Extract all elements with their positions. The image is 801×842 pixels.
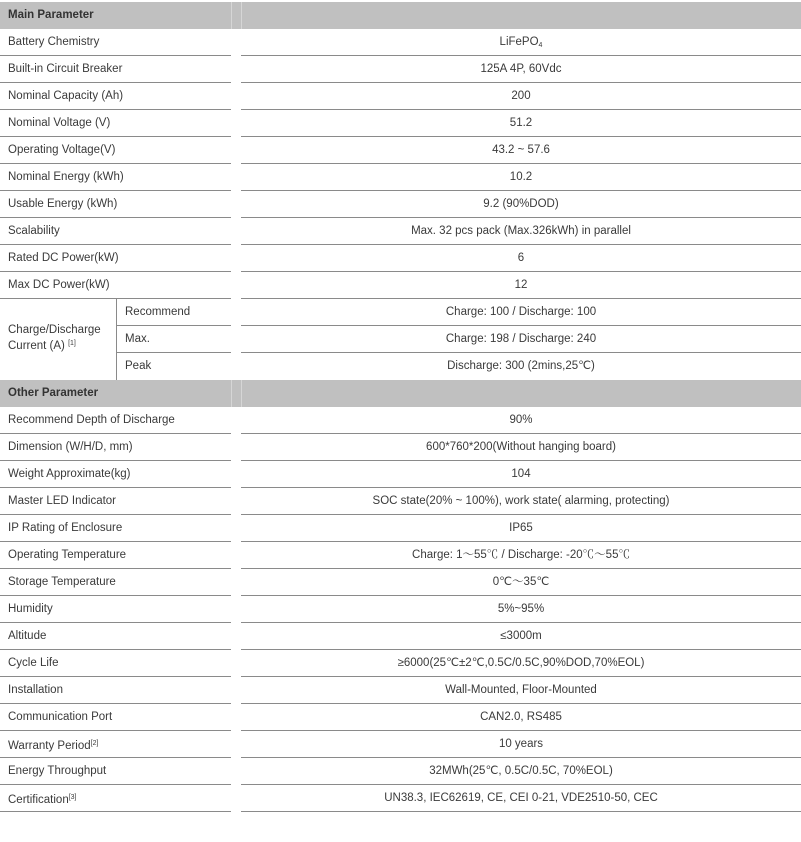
- row-label: IP Rating of Enclosure: [8, 522, 123, 534]
- section-title: Other Parameter: [8, 387, 99, 399]
- row-label: Nominal Energy (kWh): [8, 171, 124, 183]
- row-label: Operating Voltage(V): [8, 144, 116, 156]
- footnote-ref: [3]: [68, 794, 77, 801]
- section-header-other: [0, 380, 801, 407]
- header-divider: [241, 2, 242, 29]
- row-value: UN38.3, IEC62619, CE, CEI 0-21, VDE2510-50, CEC: [384, 792, 658, 804]
- row-value: Wall-Mounted, Floor-Mounted: [445, 684, 597, 696]
- table-row: [0, 542, 801, 569]
- row-value: 12: [514, 279, 528, 291]
- table-row: [0, 650, 801, 677]
- row-value: Max. 32 pcs pack (Max.326kWh) in parallel: [411, 225, 631, 237]
- row-value: LiFePO$_4$: [499, 36, 543, 49]
- row-label: Energy Throughput: [8, 765, 107, 777]
- row-label: Communication Port: [8, 711, 113, 723]
- row-label: Built-in Circuit Breaker: [8, 63, 123, 75]
- table-row: [0, 731, 801, 758]
- section-header-main: [0, 2, 801, 29]
- row-value: 104: [511, 468, 531, 480]
- row-label: Warranty Period[2]: [8, 740, 99, 752]
- row-label: Master LED Indicator: [8, 495, 117, 507]
- table-row: [117, 326, 801, 353]
- footnote-ref: [1]: [68, 340, 76, 347]
- row-value: 5%~95%: [497, 603, 545, 615]
- table-row: [0, 164, 801, 191]
- row-label: Installation: [8, 684, 63, 696]
- row-value: Charge: 100 / Discharge: 100: [445, 306, 597, 318]
- row-label: Operating Temperature: [8, 549, 127, 561]
- table-row: [0, 623, 801, 650]
- row-value: 32MWh(25℃, 0.5C/0.5C, 70%EOL): [429, 765, 613, 777]
- row-label: Weight Approximate(kg): [8, 468, 131, 480]
- row-label: Dimension (W/H/D, mm): [8, 441, 133, 453]
- row-value: 43.2 ~ 57.6: [492, 144, 550, 156]
- row-label: Rated DC Power(kW): [8, 252, 119, 264]
- table-row: [117, 299, 801, 326]
- row-value: 0℃～35℃: [492, 576, 550, 588]
- row-value: 600*760*200(Without hanging board): [426, 441, 616, 453]
- row-label: Certification[3]: [8, 794, 77, 806]
- header-divider: [241, 380, 242, 407]
- row-label: Storage Temperature: [8, 576, 116, 588]
- row-value: Charge: 1～55℃ / Discharge: -20℃～55℃: [412, 549, 630, 561]
- table-row: [0, 569, 801, 596]
- row-value: 90%: [509, 414, 533, 426]
- section-title: Main Parameter: [8, 9, 94, 21]
- header-divider: [231, 2, 232, 29]
- table-row: [0, 272, 801, 299]
- row-label: Scalability: [8, 225, 60, 237]
- row-label: Usable Energy (kWh): [8, 198, 118, 210]
- row-label: Recommend: [125, 306, 191, 318]
- table-row: [0, 488, 801, 515]
- row-value: CAN2.0, RS485: [480, 711, 562, 723]
- row-label: Max.: [125, 333, 150, 345]
- current-group: [0, 299, 801, 380]
- table-row: [0, 56, 801, 83]
- row-label: Cycle Life: [8, 657, 59, 669]
- spec-table: [0, 2, 801, 812]
- table-row: [0, 83, 801, 110]
- table-row: [0, 785, 801, 812]
- row-value: 9.2 (90%DOD): [483, 198, 559, 210]
- row-label: Recommend Depth of Discharge: [8, 414, 175, 426]
- table-row: [0, 245, 801, 272]
- footnote-ref: [2]: [90, 740, 99, 747]
- table-row: [0, 515, 801, 542]
- row-value: 200: [511, 90, 531, 102]
- row-value: IP65: [509, 522, 533, 534]
- table-row: [0, 191, 801, 218]
- table-row: [0, 677, 801, 704]
- row-value: Discharge: 300 (2mins,25℃): [447, 360, 595, 372]
- table-row: [0, 461, 801, 488]
- table-row: [0, 704, 801, 731]
- row-value: 6: [517, 252, 525, 264]
- table-row: [0, 758, 801, 785]
- table-row: [0, 596, 801, 623]
- table-row: [0, 29, 801, 56]
- row-value: 10.2: [509, 171, 533, 183]
- table-row: [0, 137, 801, 164]
- row-label: Nominal Capacity (Ah): [8, 90, 124, 102]
- row-label: Battery Chemistry: [8, 36, 100, 48]
- row-label: Peak: [125, 360, 152, 372]
- table-row: [0, 110, 801, 137]
- row-label: Altitude: [8, 630, 47, 642]
- table-row: [0, 218, 801, 245]
- row-value: 51.2: [509, 117, 533, 129]
- row-value: Charge: 198 / Discharge: 240: [445, 333, 597, 345]
- row-value: SOC state(20% ~ 100%), work state( alarming, protecting): [372, 495, 670, 507]
- group-label: Charge/Discharge Current (A) [1]: [8, 324, 101, 352]
- row-label: Nominal Voltage (V): [8, 117, 111, 129]
- row-label: Max DC Power(kW): [8, 279, 110, 291]
- table-row: [117, 353, 801, 380]
- row-value: ≤3000m: [500, 630, 542, 642]
- row-label: Humidity: [8, 603, 53, 615]
- row-value: 125A 4P, 60Vdc: [480, 63, 562, 75]
- row-value: ≥6000(25℃±2℃,0.5C/0.5C,90%DOD,70%EOL): [397, 657, 645, 669]
- table-row: [0, 407, 801, 434]
- table-row: [0, 434, 801, 461]
- header-divider: [231, 380, 232, 407]
- row-value: 10 years: [498, 738, 544, 750]
